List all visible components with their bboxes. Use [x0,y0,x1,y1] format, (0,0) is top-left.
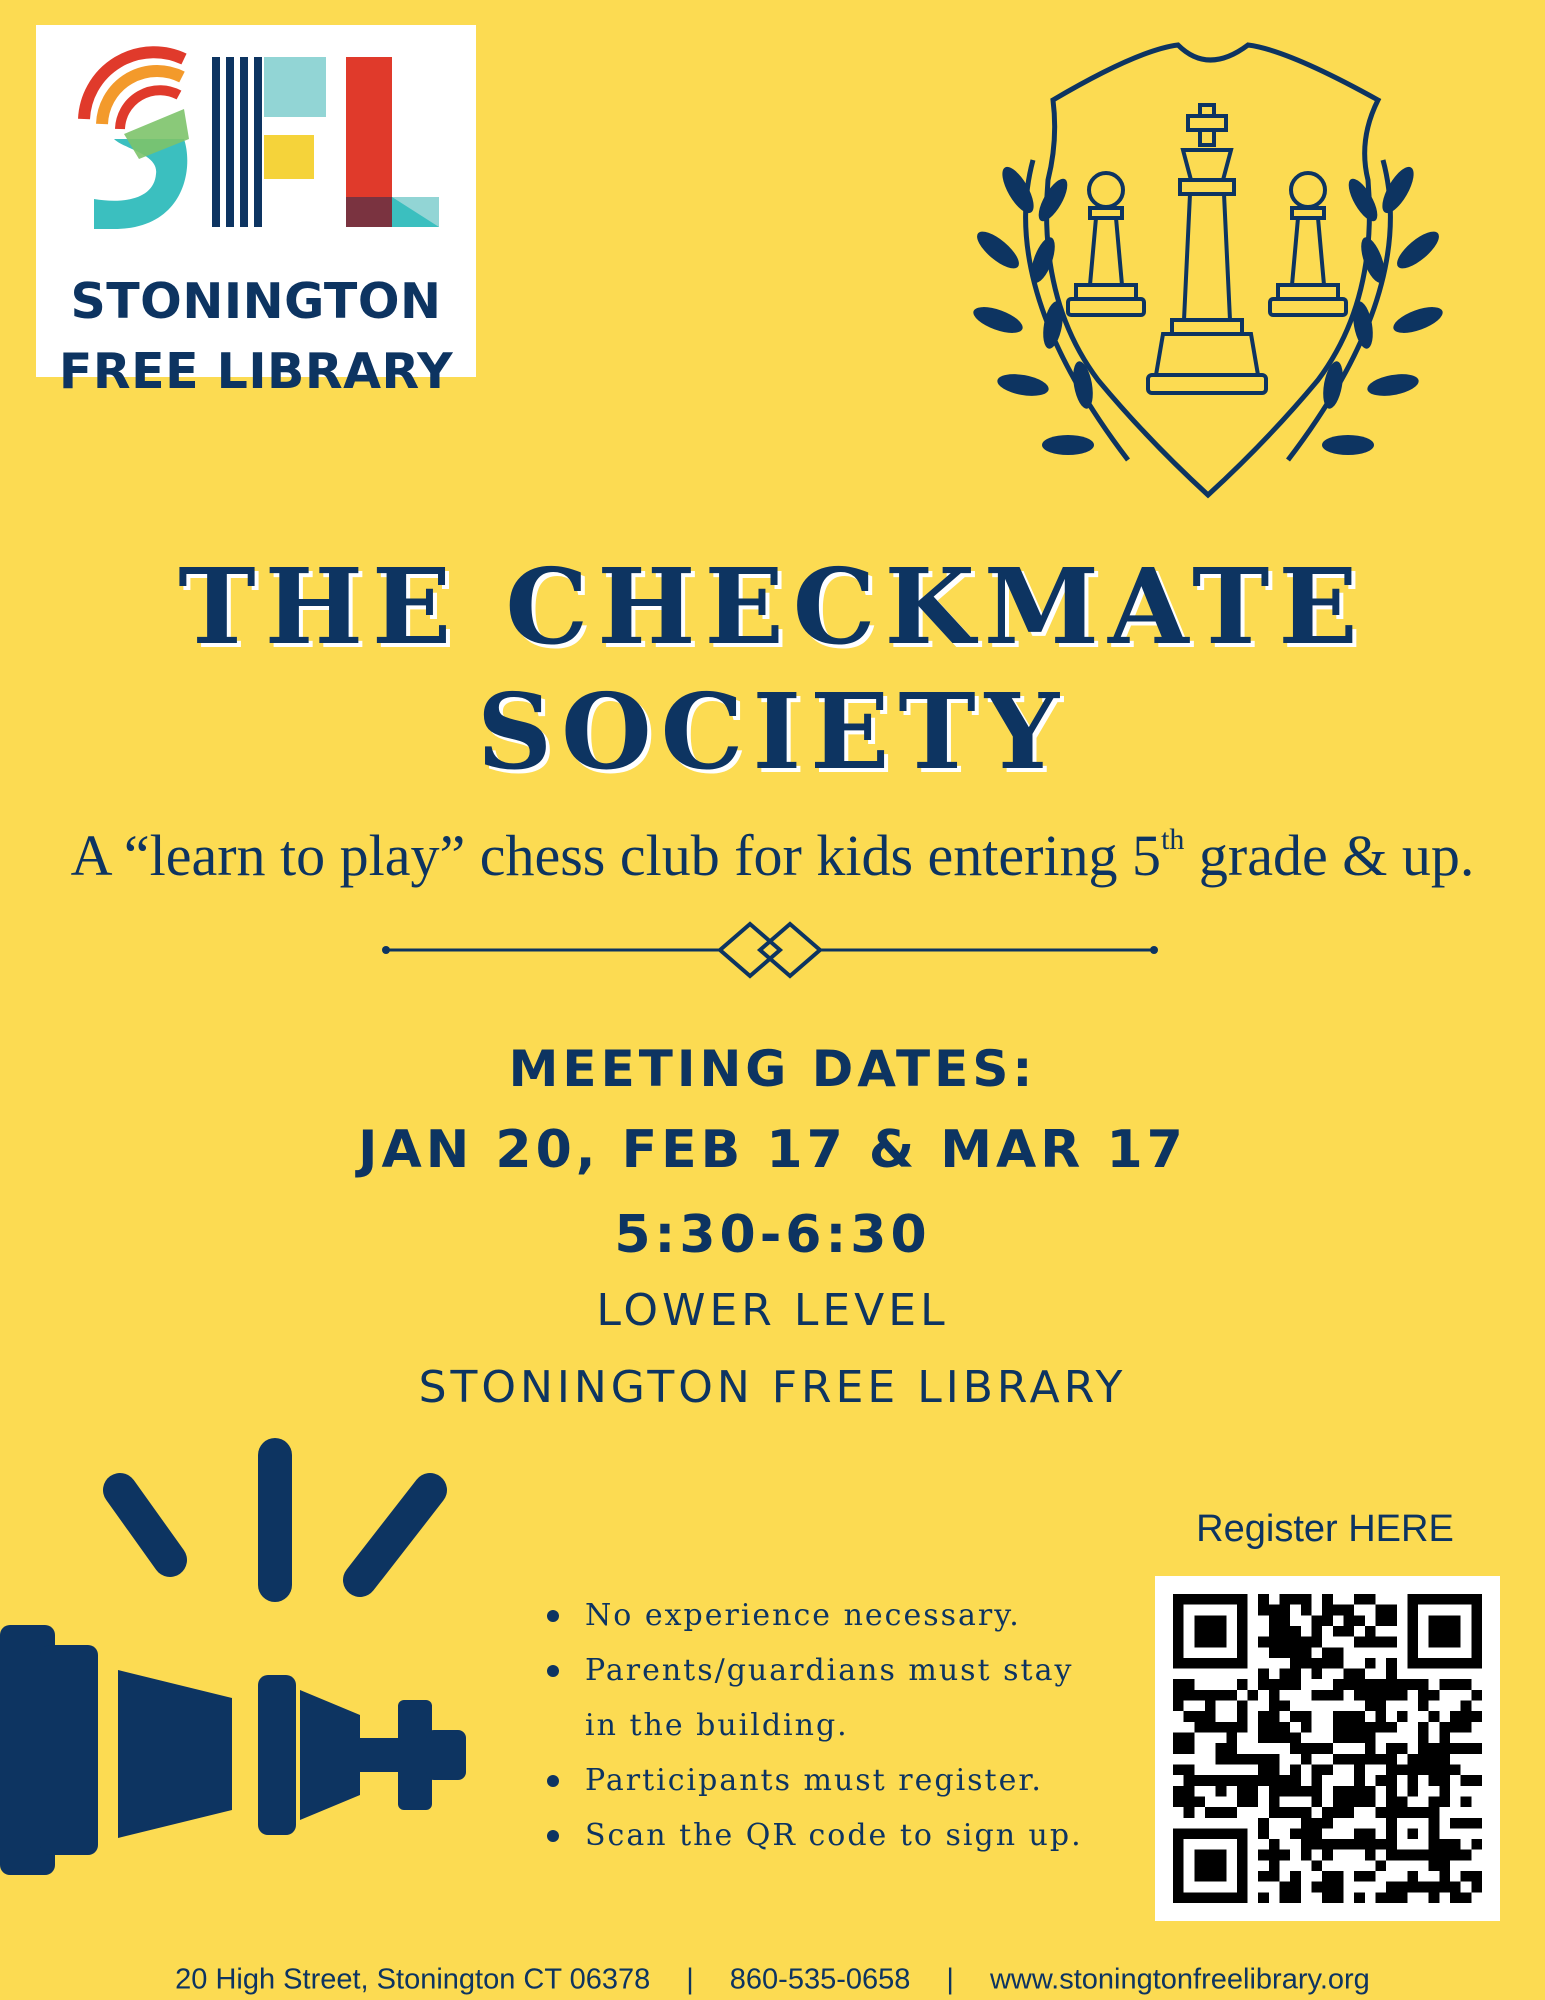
list-item: Participants must register. [545,1753,1105,1808]
footer-website[interactable]: www.stoningtonfreelibrary.org [989,1963,1370,1996]
list-item: Parents/guardians must stay in the building. [545,1643,1105,1753]
list-item: Scan the QR code to sign up. [545,1808,1105,1863]
logo-line-2: FREE LIBRARY [58,343,454,400]
meeting-dates: JAN 20, FEB 17 & MAR 17 [358,1120,1187,1180]
subtitle-after: grade & up. [1184,823,1475,888]
footer-address: 20 High Street, Stonington CT 06378 [175,1963,651,1996]
meeting-location-2: STONINGTON FREE LIBRARY [418,1362,1127,1413]
list-item: No experience necessary. [545,1588,1105,1643]
ornamental-divider [380,920,1160,980]
qr-code-icon [1173,1594,1482,1903]
sfl-logo-icon [64,39,449,239]
meeting-time: 5:30-6:30 [614,1205,931,1265]
library-logo [36,25,476,400]
subtitle [0,822,1545,889]
title-line-1: THE CHECKMATE [178,545,1367,668]
chess-crest-icon [958,40,1458,510]
requirements-list [545,1588,1105,1863]
footer-separator: | [946,1963,954,1996]
footer-phone[interactable]: 860-535-0658 [729,1963,911,1996]
logo-line-1: STONINGTON [70,273,442,330]
king-piece [1148,105,1266,393]
pawn-left [1068,173,1144,315]
footer-separator: | [686,1963,694,1996]
meeting-location-1: LOWER LEVEL [596,1285,949,1336]
pawn-right [1270,173,1346,315]
subtitle-sup: th [1161,823,1185,856]
qr-code[interactable] [1155,1576,1500,1921]
meeting-heading: MEETING DATES: [508,1040,1037,1098]
title-line-2: SOCIETY [476,670,1069,793]
logo-letter-f [212,57,326,227]
logo-letter-l [346,57,439,227]
fallen-king-icon [0,1430,480,1880]
logo-letter-s [84,52,189,229]
footer-contact [0,1964,1545,1997]
subtitle-before: A “learn to play” chess club for kids entering 5 [70,823,1162,888]
register-label[interactable]: Register HERE [1196,1508,1454,1550]
